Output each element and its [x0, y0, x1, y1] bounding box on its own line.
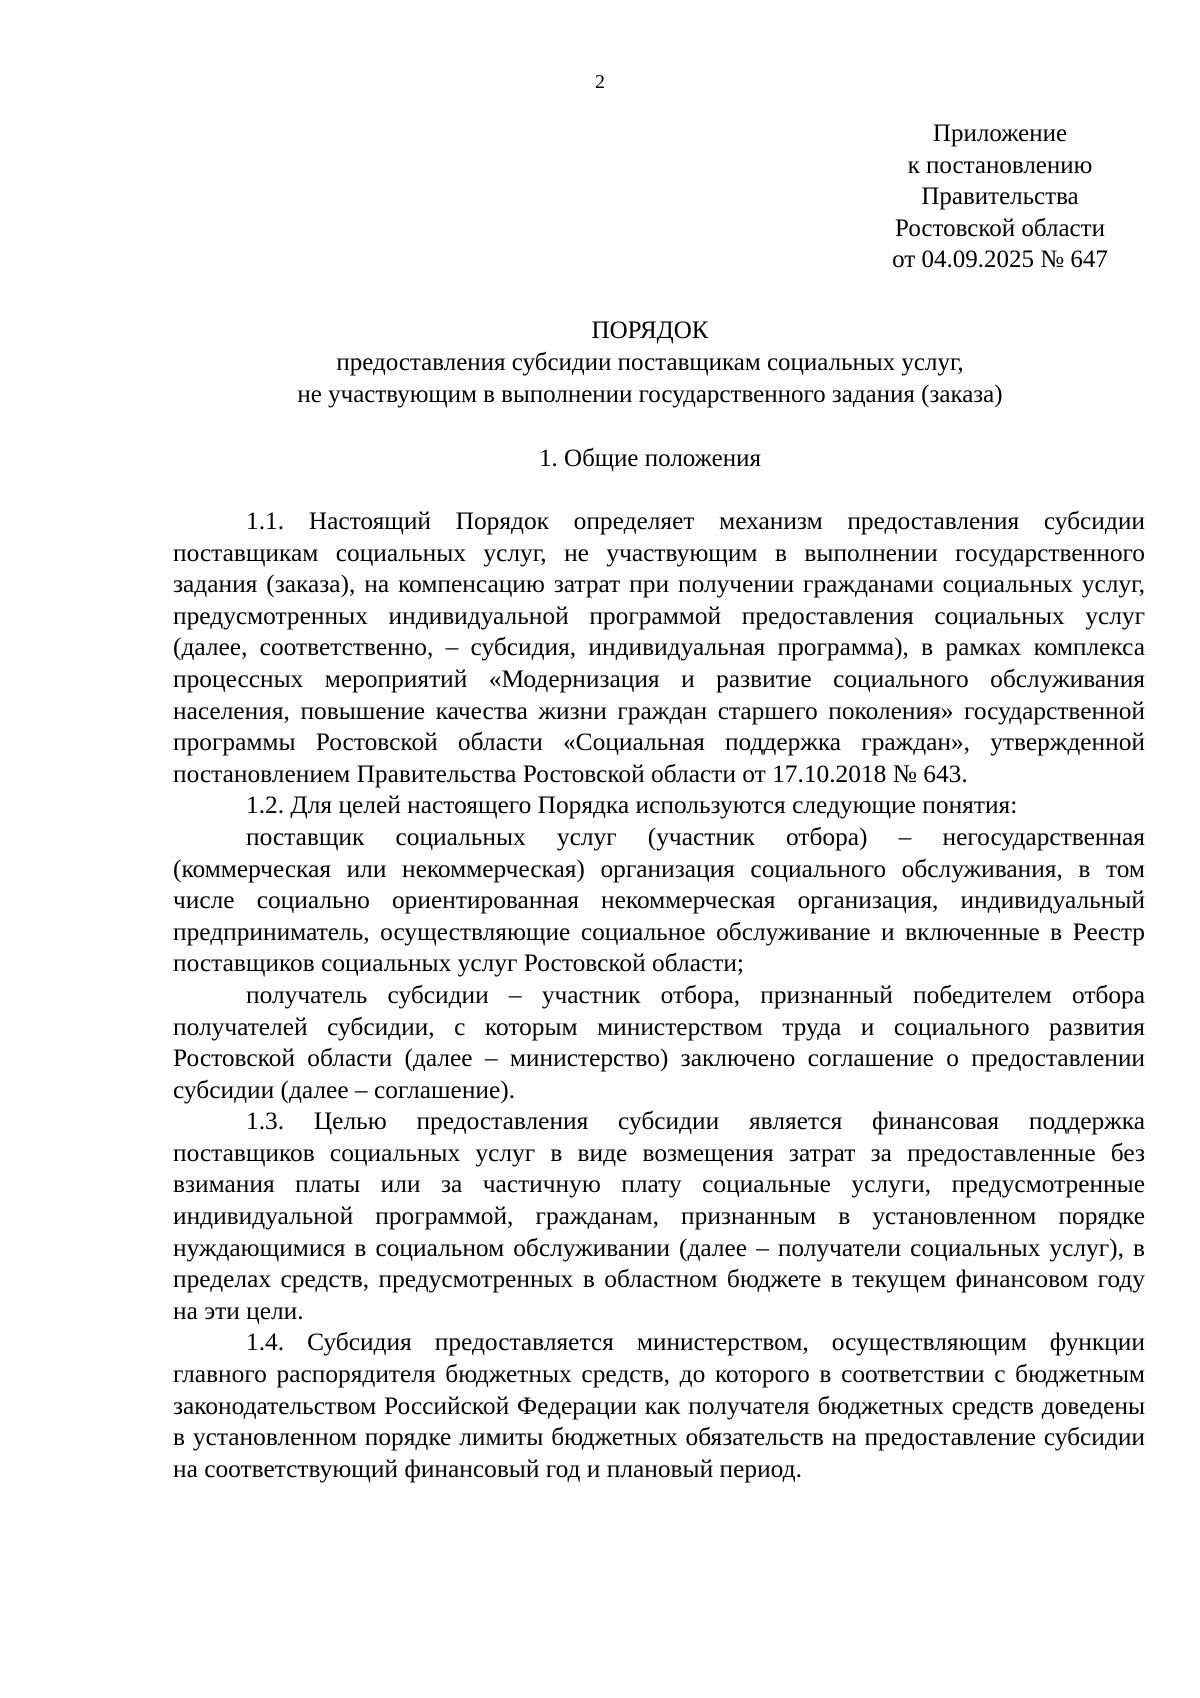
- paragraph-1-3: 1.3. Целью предоставления субсидии является финансовая поддержка поставщиков социальных услуг в виде возмещения затрат за предоставленные без взимания платы или за частичную плату социальные услуги, предусмотренные индивидуальной программой, гражданам, признанным в установленном порядке нуждающимися в социальном обслуживании (далее – получатели социальных услуг), в пределах средств, предусмотренных в областном бюджете в текущем финансовом году на эти цели.: [173, 1107, 1145, 1325]
- appendix-line: Правительства: [921, 183, 1079, 210]
- title-subtitle-line: предоставления субсидии поставщикам социальных услуг,: [336, 349, 964, 376]
- appendix-line: к постановлению: [907, 151, 1093, 179]
- appendix-line: Приложение: [932, 120, 1068, 147]
- document-title: [170, 315, 1130, 411]
- appendix-block: [800, 118, 1200, 276]
- appendix-line: Ростовской области: [895, 214, 1105, 242]
- paragraph-1-1: 1.1. Настоящий Порядок определяет механизм предоставления субсидии поставщикам социальных услуг, не участвующим в выполнении государственного задания (заказа), на компенсацию затрат при получении гражданами социальных услуг, предусмотренных индивидуальной программой предоставления социальных услуг (далее, соответственно, – субсидия, индивидуальная программа), в рамках комплекса процессных мероприятий «Модернизация и развитие социального обслуживания населения, повышение качества жизни граждан старшего поколения» государственной программы Ростовской области «Социальная поддержка граждан», утвержденной постановлением Правительства Ростовской области от 17.10.2018 № 643.: [173, 507, 1145, 788]
- title-subtitle-line: не участвующим в выполнении государственного задания (заказа): [297, 381, 1003, 408]
- page-number: 2: [595, 71, 605, 93]
- definition-supplier: поставщик социальных услуг (участник отбора) – негосударственная (коммерческая или некоммерческая) организация социального обслуживания, в том числе социально ориентированная некоммерческая организация, индивидуальный предприниматель, осуществляющие социальное обслуживание и включенные в Реестр поставщиков социальных услуг Ростовской области;: [173, 822, 1145, 978]
- title-heading: ПОРЯДОК: [591, 317, 709, 344]
- paragraph-1-2: 1.2. Для целей настоящего Порядка используются следующие понятия:: [246, 791, 1018, 820]
- definition-recipient: получатель субсидии – участник отбора, признанный победителем отбора получателей субсидии, с которым министерством труда и социального развития Ростовской области (далее – министерство) заключено соглашение о предоставлении субсидии (далее – соглашение).: [173, 980, 1145, 1104]
- appendix-date-number: от 04.09.2025 № 647: [892, 246, 1108, 273]
- section-body: [173, 506, 1145, 1485]
- section-heading: 1. Общие положения: [539, 445, 761, 472]
- paragraph-1-4: 1.4. Субсидия предоставляется министерством, осуществляющим функции главного распорядителя бюджетных средств, до которого в соответствии с бюджетным законодательством Российской Федерации как получателя бюджетных средств доведены в установленном порядке лимиты бюджетных обязательств на предоставление субсидии на соответствующий финансовый год и плановый период.: [173, 1328, 1145, 1483]
